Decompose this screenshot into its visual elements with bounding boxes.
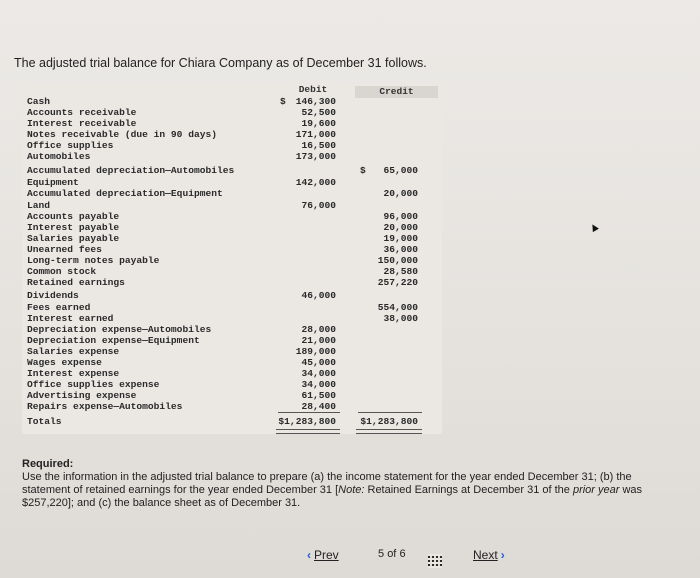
required-text-part3: was $257,220]; and (c) the balance sheet as of December 31.	[22, 484, 643, 509]
debit-value: 19,600	[301, 118, 336, 129]
intro-text: The adjusted trial balance for Chiara Company as of December 31 follows.	[14, 56, 427, 70]
debit-value: 52,500	[301, 107, 336, 118]
account-name: Equipment	[27, 177, 79, 188]
credit-value: 20,000	[383, 188, 418, 199]
credit-value: 19,000	[383, 233, 418, 244]
required-text	[22, 471, 682, 510]
account-name: Salaries payable	[27, 233, 120, 244]
debit-total-rule	[278, 412, 340, 413]
credit-header: Credit	[355, 86, 438, 98]
chevron-left-icon: ‹	[307, 548, 311, 562]
debit-value: 28,000	[301, 324, 336, 335]
debit-value: 189,000	[295, 346, 336, 357]
credit-double-rule	[356, 429, 422, 434]
account-name: Automobiles	[27, 151, 91, 162]
account-name: Fees earned	[27, 302, 91, 313]
credit-dollar-sign: $	[360, 165, 366, 176]
debit-double-rule	[276, 429, 340, 434]
debit-value: 21,000	[301, 335, 336, 346]
account-name: Notes receivable (due in 90 days)	[27, 129, 217, 140]
trial-balance-table	[22, 84, 442, 434]
account-name: Salaries expense	[27, 346, 120, 357]
account-name: Retained earnings	[27, 277, 125, 288]
grid-icon[interactable]	[428, 554, 442, 568]
account-name: Repairs expense—Automobiles	[27, 401, 183, 412]
debit-value: 76,000	[301, 200, 336, 211]
credit-total-rule	[358, 412, 422, 413]
account-name: Common stock	[27, 266, 97, 277]
credit-value: 554,000	[377, 302, 418, 313]
account-name: Depreciation expense—Equipment	[27, 335, 200, 346]
debit-value: 16,500	[301, 140, 336, 151]
debit-value: 142,000	[295, 177, 336, 188]
credit-value: 96,000	[383, 211, 418, 222]
account-name: Interest expense	[27, 368, 120, 379]
mouse-cursor-icon: ▲	[585, 217, 603, 237]
account-name: Long-term notes payable	[27, 255, 160, 266]
account-name: Office supplies expense	[27, 379, 160, 390]
credit-value: 20,000	[383, 222, 418, 233]
account-name: Depreciation expense—Automobiles	[27, 324, 212, 335]
account-name: Land	[27, 200, 51, 211]
totals-label: Totals	[27, 416, 62, 427]
account-name: Accounts payable	[27, 211, 120, 222]
debit-value: 171,000	[295, 129, 336, 140]
account-name: Office supplies	[27, 140, 114, 151]
account-name: Advertising expense	[27, 390, 137, 401]
credit-value: 36,000	[383, 244, 418, 255]
page-of: of	[387, 548, 397, 560]
credit-value: 150,000	[377, 255, 418, 266]
debit-value: 146,300	[295, 96, 336, 107]
debit-header: Debit	[298, 84, 328, 95]
account-name: Dividends	[27, 290, 79, 301]
prev-button[interactable]	[307, 548, 342, 562]
account-name: Accumulated depreciation—Automobiles	[27, 165, 235, 176]
debit-value: 28,400	[301, 401, 336, 412]
account-name: Interest earned	[27, 313, 114, 324]
required-title: Required:	[22, 458, 74, 470]
page-total: 6	[399, 548, 406, 560]
debit-value: 45,000	[301, 357, 336, 368]
next-button[interactable]	[470, 548, 505, 562]
account-name: Wages expense	[27, 357, 102, 368]
account-name: Interest payable	[27, 222, 120, 233]
page-current: 5	[378, 548, 385, 560]
required-section	[22, 458, 682, 510]
credit-value: 257,220	[377, 277, 418, 288]
credit-value: 38,000	[383, 313, 418, 324]
note-label: Note:	[338, 484, 365, 496]
debit-value: 61,500	[301, 390, 336, 401]
debit-value: 34,000	[301, 379, 336, 390]
credit-value: 28,580	[383, 266, 418, 277]
prior-year-text: prior year	[572, 484, 620, 496]
debit-value: 34,000	[301, 368, 336, 379]
debit-value: 173,000	[295, 151, 336, 162]
credit-value: 65,000	[383, 165, 418, 176]
required-text-part2: Retained Earnings at December 31 of the	[364, 484, 573, 496]
totals-credit: $1,283,800	[360, 416, 418, 427]
prev-label: Prev	[314, 548, 339, 562]
account-name: Accumulated depreciation—Equipment	[27, 188, 223, 199]
required-text-part1: Use the information in the adjusted trial balance to prepare (a) the income statement for the year ended December 31; (b) the statement of retained earnings for the year ended December 31 [	[22, 471, 632, 496]
debit-dollar-sign: $	[280, 96, 286, 107]
account-name: Cash	[27, 96, 51, 107]
totals-debit: $1,283,800	[278, 416, 336, 427]
page-indicator	[378, 548, 406, 560]
next-label: Next	[473, 548, 498, 562]
debit-value: 46,000	[301, 290, 336, 301]
account-name: Unearned fees	[27, 244, 102, 255]
chevron-right-icon: ›	[500, 548, 505, 562]
account-name: Accounts receivable	[27, 107, 137, 118]
account-name: Interest receivable	[27, 118, 137, 129]
